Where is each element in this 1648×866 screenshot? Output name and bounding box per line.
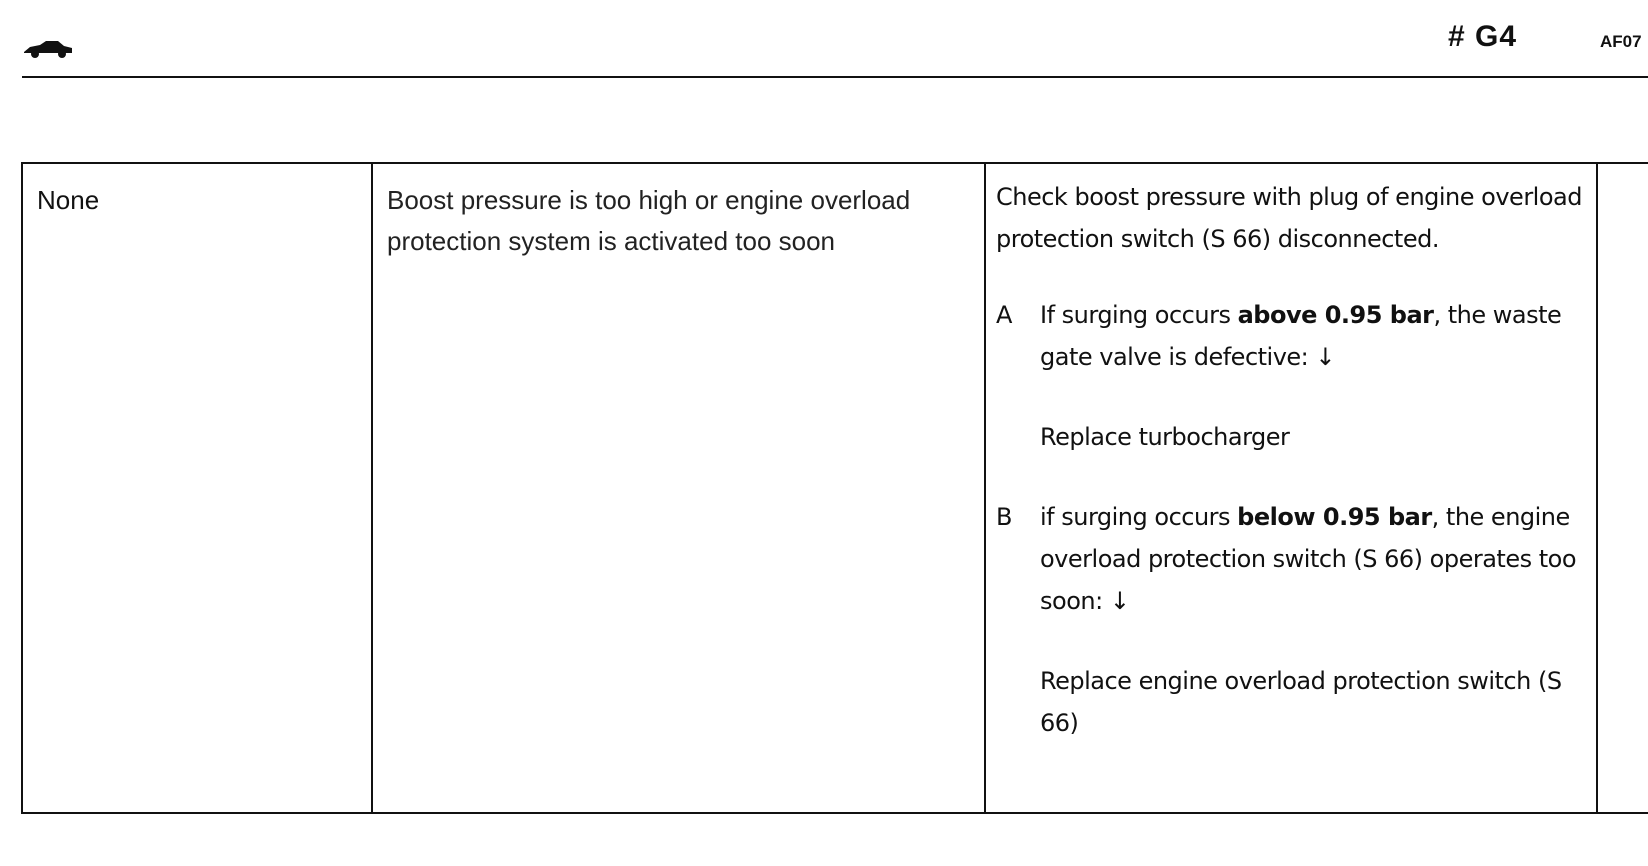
cause-text: Boost pressure is too high or engine overload protection system is activated too soon [387,185,911,256]
step-condition [1040,294,1586,378]
arrow-down-icon: ↓ [1315,343,1336,371]
car-icon [22,39,74,59]
step-text-after: , the waste gate valve is defective: [1040,301,1562,371]
section-code: # G4 [1448,20,1518,53]
remedy-step-a [996,294,1586,458]
header-divider [22,76,1648,78]
step-action: Replace turbocharger [1040,423,1290,451]
step-text-before: If surging occurs [1040,301,1238,329]
remedy-intro: Check boost pressure with plug of engine overload protection switch (S 66) disconnected. [996,183,1582,253]
step-letter: A [996,301,1012,329]
notes-cell [1598,164,1648,812]
step-letter: B [996,503,1012,531]
arrow-down-icon: ↓ [1109,587,1130,615]
step-threshold: below 0.95 bar [1237,503,1432,531]
diagnosis-table [21,162,1648,814]
symptom-cell [23,164,373,812]
document-code: AF07 [1600,32,1642,51]
remedy-content [996,176,1586,782]
step-threshold: above 0.95 bar [1237,301,1434,329]
step-text-before: if surging occurs [1040,503,1238,531]
step-condition [1040,496,1586,622]
cause-cell [373,164,986,812]
step-action: Replace engine overload protection switch (S 66) [1040,667,1562,737]
page-header [0,0,1648,80]
remedy-step-b [996,496,1586,744]
symptom-text: None [37,185,100,215]
remedy-cell [986,164,1598,812]
step-text-after: , the engine overload protection switch (S 66) operates too soon: [1040,503,1577,615]
